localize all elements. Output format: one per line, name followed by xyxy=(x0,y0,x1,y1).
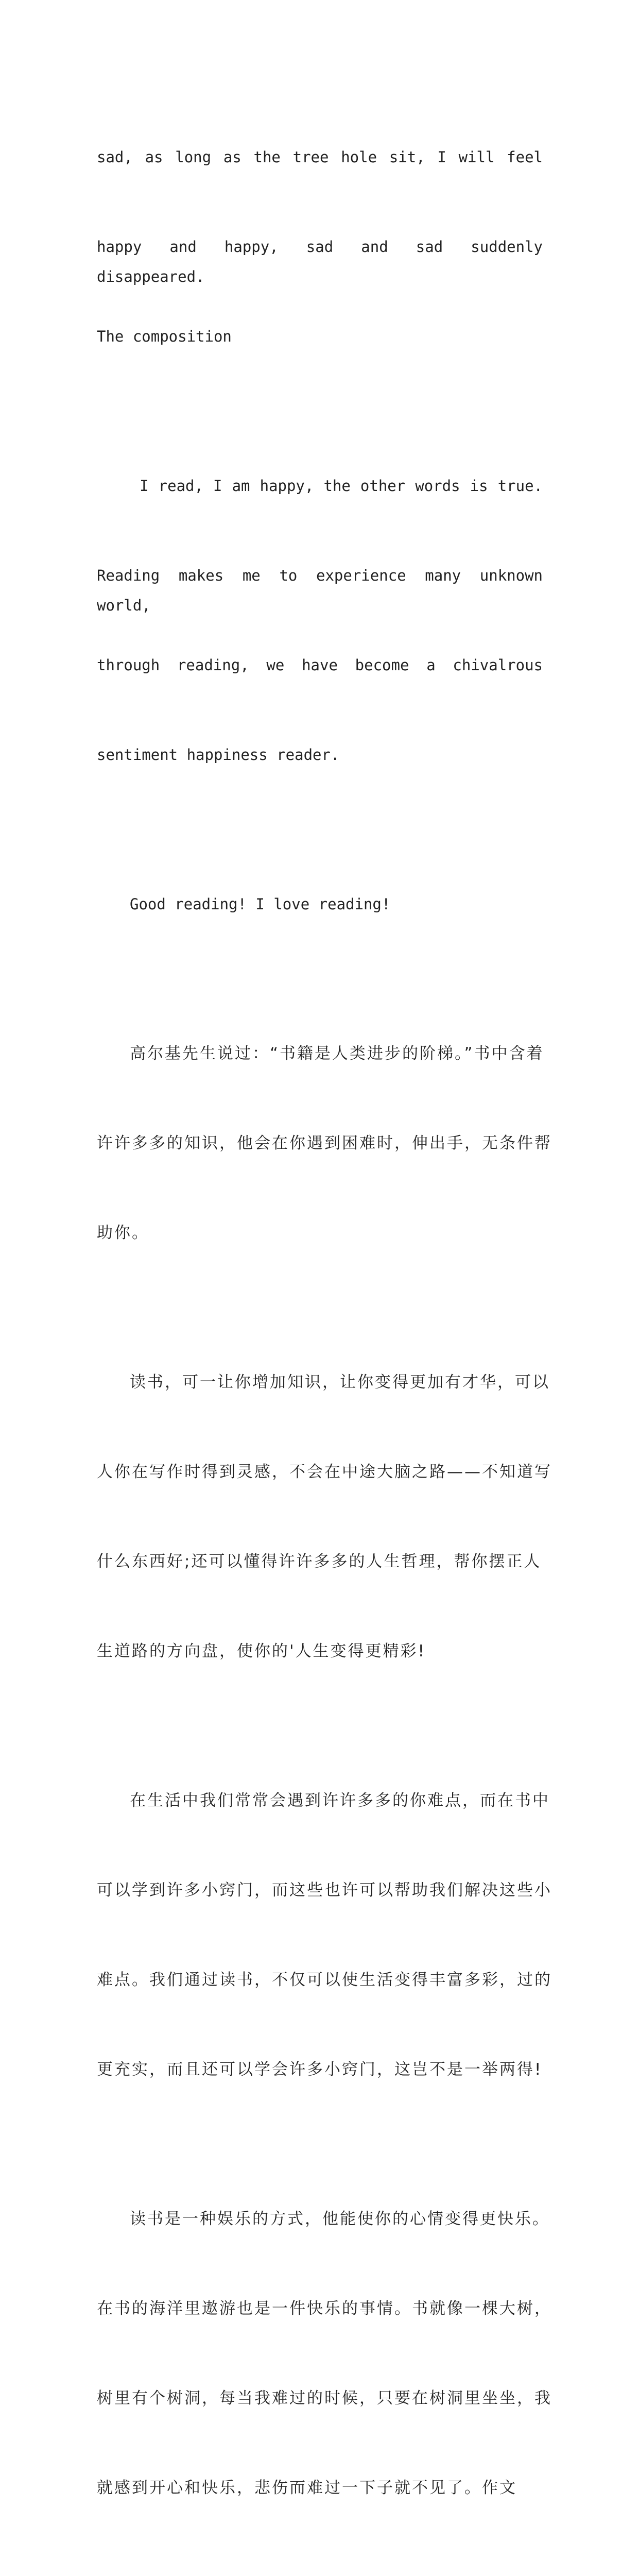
text-line: sentiment happiness reader. xyxy=(97,746,340,764)
text-line: I read, I am happy, the other words is true. xyxy=(130,477,543,495)
text-line: 更充实，而且还可以学会许多小窍门，这岂不是一举两得! xyxy=(97,2060,543,2079)
paragraph-gorky-quote xyxy=(97,979,552,1308)
text-line: 在书的海洋里遨游也是一件快乐的事情。书就像一棵大树， xyxy=(97,2299,552,2318)
text-line: 可以学到许多小窍门，而这些也许可以帮助我们解决这些小 xyxy=(97,1881,552,1900)
text-line: 在生活中我们常常会遇到许许多多的你难点，而在书中 xyxy=(130,1791,550,1810)
paragraph-i-read-i-am-happy xyxy=(97,2563,543,2576)
text-line: 高尔基先生说过：“书籍是人类进步的阶梯。”书中含着 xyxy=(130,1044,544,1063)
paragraph-reading-knowledge xyxy=(97,1308,552,1726)
text-line: 难点。我们通过读书，不仅可以使生活变得丰富多彩，过的 xyxy=(97,1971,552,1989)
text-line: 助你。 xyxy=(97,1224,149,1242)
paragraph-read-happy-en xyxy=(97,411,552,829)
document-body xyxy=(97,82,552,2576)
text-line: 树里有个树洞，每当我难过的时候，只要在树洞里坐坐，我 xyxy=(97,2389,552,2408)
text-line: Good reading! I love reading! xyxy=(130,895,391,913)
paragraph-tree-hole-en xyxy=(97,82,552,411)
text-line: 人你在写作时得到灵感，不会在中途大脑之路——不知道写 xyxy=(97,1463,552,1481)
text-line: 就感到开心和快乐，悲伤而难过一下子就不见了。作文 xyxy=(97,2479,517,2497)
paragraph-reading-entertainment xyxy=(97,2144,552,2563)
text-line: 读书，可一让你增加知识，让你变得更加有才华，可以 xyxy=(130,1373,550,1392)
text-line: 读书是一种娱乐的方式，他能使你的心情变得更快乐。 xyxy=(130,2210,550,2228)
text-line: The composition xyxy=(97,328,232,345)
text-line: 许许多多的知识，他会在你遇到困难时，伸出手，无条件帮 xyxy=(97,1134,552,1153)
paragraph-good-reading-en xyxy=(97,829,543,979)
text-line: 生道路的方向盘，使你的'人生变得更精彩! xyxy=(97,1642,426,1660)
text-line: 什么东西好;还可以懂得许许多多的人生哲理，帮你摆正人 xyxy=(97,1552,542,1571)
text-line: Reading makes me to experience many unknown world, xyxy=(97,567,552,614)
text-line: sad, as long as the tree hole sit, I will feel xyxy=(97,148,543,166)
paragraph-life-difficulties xyxy=(97,1726,552,2144)
text-line: through reading, we have become a chivalrous xyxy=(97,656,543,674)
text-line: happy and happy, sad and sad suddenly disappeared. xyxy=(97,238,552,285)
